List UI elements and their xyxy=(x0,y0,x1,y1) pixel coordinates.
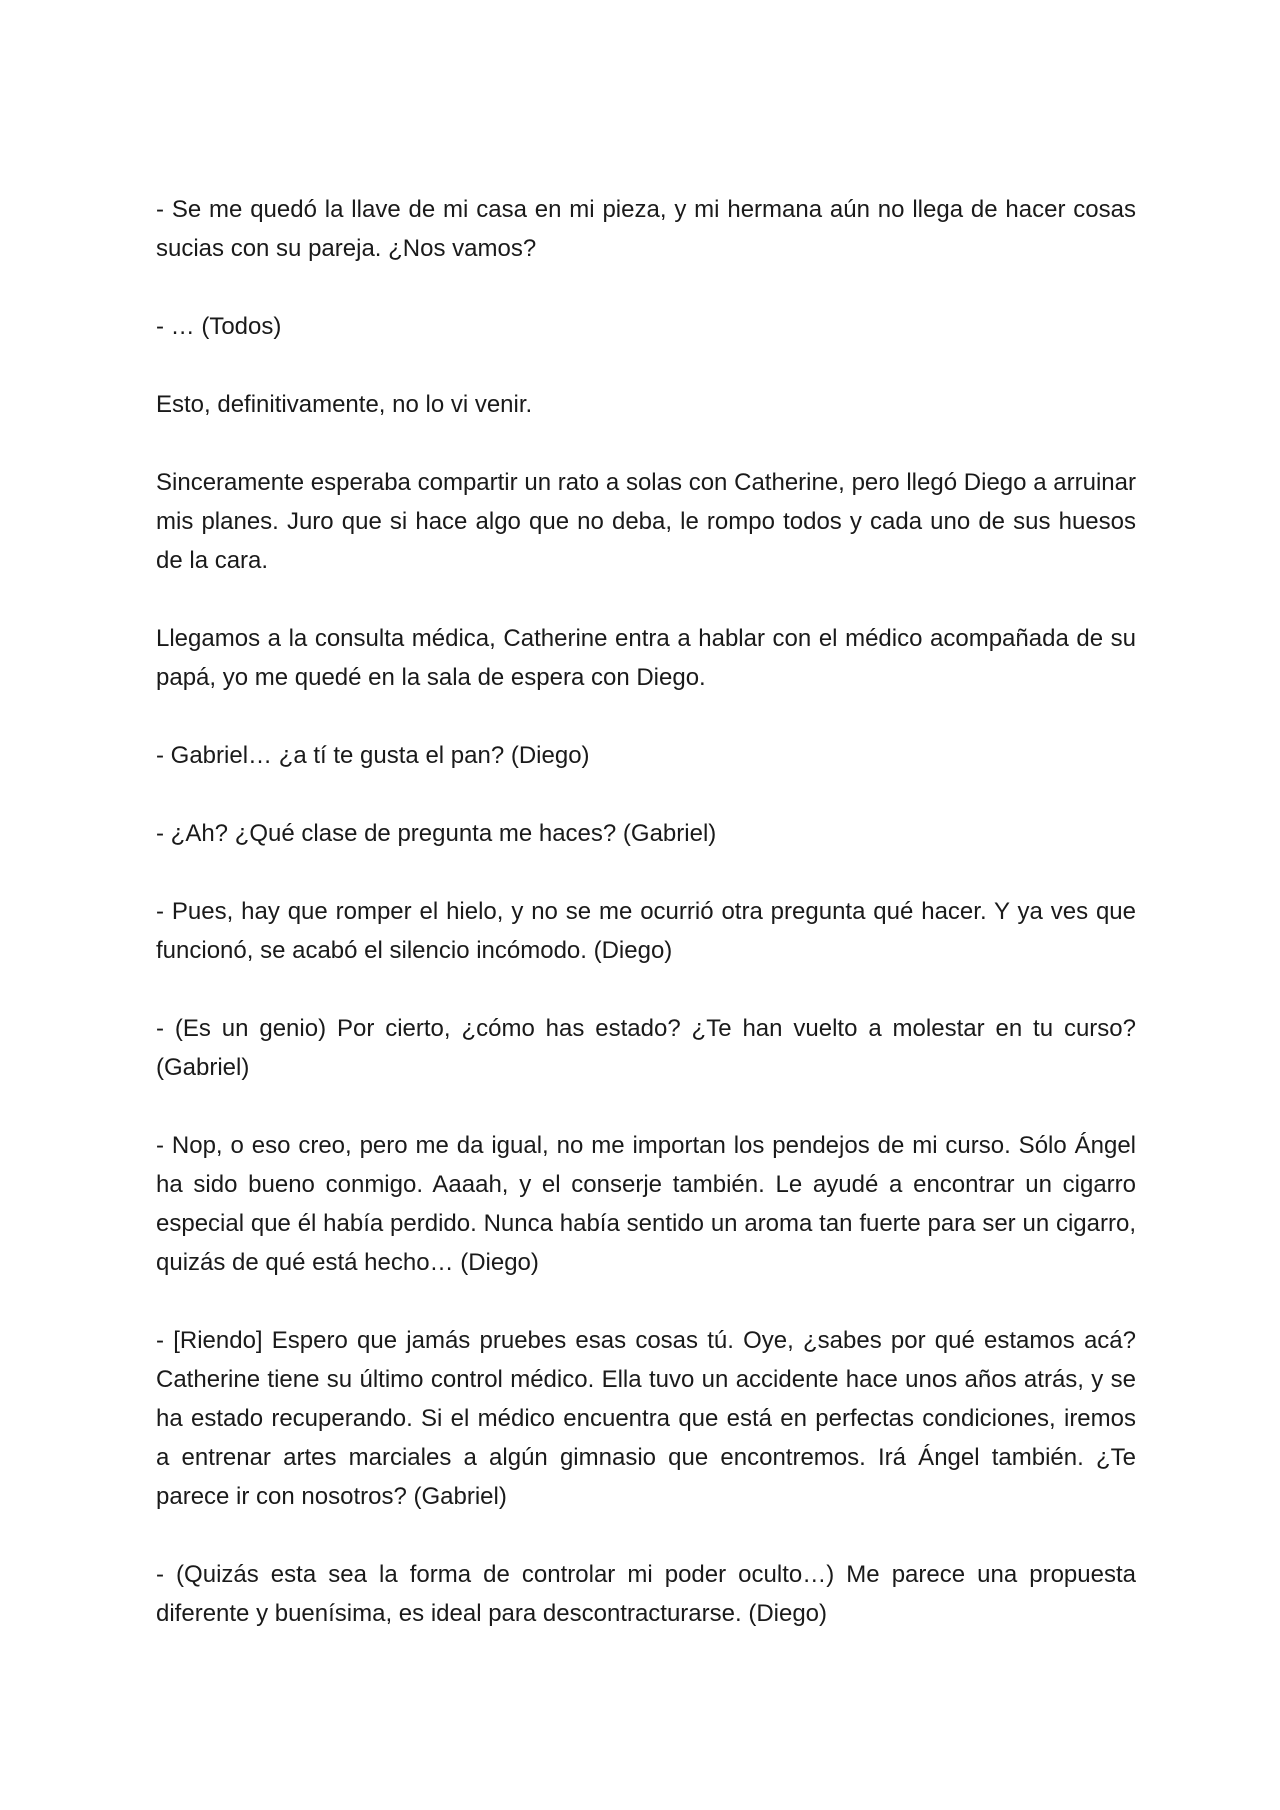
paragraph: Llegamos a la consulta médica, Catherine entra a hablar con el médico acompañada de su papá, yo me quedé en la sala de espera con Diego. xyxy=(156,625,1136,691)
paragraph: - Se me quedó la llave de mi casa en mi pieza, y mi hermana aún no llega de hacer cosas sucias con su pareja. ¿Nos vamos? xyxy=(156,196,1136,262)
paragraph: - (Es un genio) Por cierto, ¿cómo has estado? ¿Te han vuelto a molestar en tu curso? (Gabriel) xyxy=(156,1015,1136,1081)
paragraph: - Gabriel… ¿a tí te gusta el pan? (Diego) xyxy=(156,742,590,769)
paragraph: - … (Todos) xyxy=(156,313,282,340)
paragraph: - ¿Ah? ¿Qué clase de pregunta me haces? (Gabriel) xyxy=(156,820,717,847)
paragraph: Esto, definitivamente, no lo vi venir. xyxy=(156,391,533,418)
document-body xyxy=(156,190,1136,1672)
paragraph: Sinceramente esperaba compartir un rato a solas con Catherine, pero llegó Diego a arruinar mis planes. Juro que si hace algo que no deba, le rompo todos y cada uno de sus huesos de la cara. xyxy=(156,469,1136,574)
paragraph: - [Riendo] Espero que jamás pruebes esas cosas tú. Oye, ¿sabes por qué estamos acá? Catherine tiene su último control médico. Ella tuvo un accidente hace unos años atrás, y se ha estado recuperando. Si el médico encuentra que está en perfectas condiciones, iremos a entrenar artes marciales a algún gimnasio que encontremos. Irá Ángel también. ¿Te parece ir con nosotros? (Gabriel) xyxy=(156,1327,1136,1510)
paragraph: - (Quizás esta sea la forma de controlar mi poder oculto…) Me parece una propuesta diferente y buenísima, es ideal para descontracturarse. (Diego) xyxy=(156,1561,1136,1627)
paragraph: - Nop, o eso creo, pero me da igual, no me importan los pendejos de mi curso. Sólo Ángel ha sido bueno conmigo. Aaaah, y el conserje también. Le ayudé a encontrar un cigarro especial que él había perdido. Nunca había sentido un aroma tan fuerte para ser un cigarro, quizás de qué está hecho… (Diego) xyxy=(156,1132,1136,1276)
paragraph: - Pues, hay que romper el hielo, y no se me ocurrió otra pregunta qué hacer. Y ya ves que funcionó, se acabó el silencio incómodo. (Diego) xyxy=(156,898,1136,964)
